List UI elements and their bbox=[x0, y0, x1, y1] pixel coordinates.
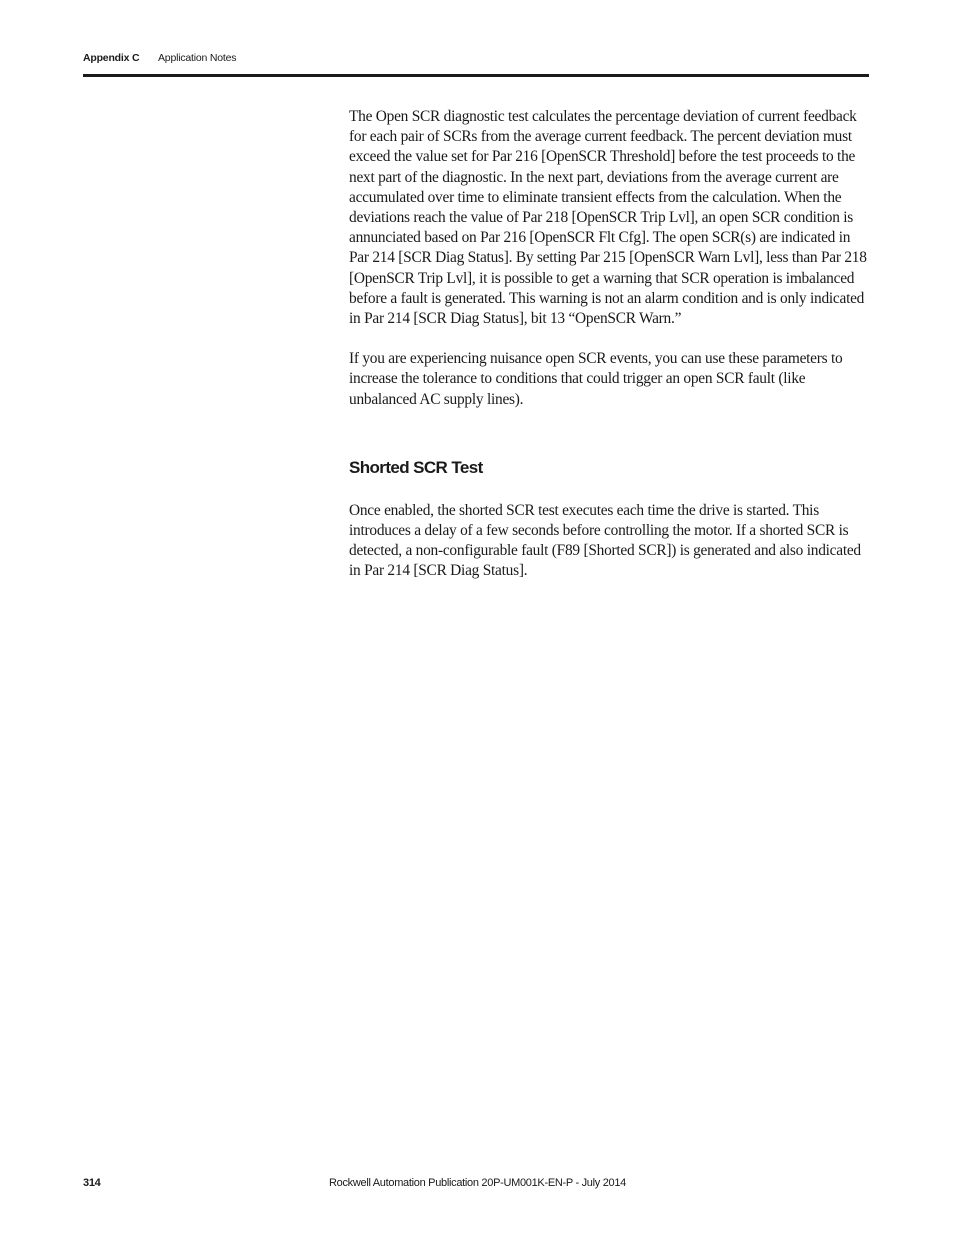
open-scr-paragraph: The Open SCR diagnostic test calculates the percentage deviation of current feedback for each pair of SCRs from the average current feedback. The percent deviation must exceed the value set for Par 216 [OpenSCR Threshold] before the test proceeds to the next part of the diagnostic. In the next part, deviations from the average current are accumulated over time to eliminate transient effects from the calculation. When the deviations reach the value of Par 218 [OpenSCR Trip Lvl], an open SCR condition is annunciated based on Par 216 [OpenSCR Flt Cfg]. The open SCR(s) are indicated in Par 214 [SCR Diag Status]. By setting Par 215 [OpenSCR Warn Lvl], less than Par 218 [OpenSCR Trip Lvl], it is possible to get a warning that SCR operation is imbalanced before a fault is generated. This warning is not an alarm condition and is only indicated in Par 214 [SCR Diag Status], bit 13 “OpenSCR Warn.” bbox=[349, 108, 867, 328]
header-title: Application Notes bbox=[158, 52, 237, 64]
nuisance-paragraph: If you are experiencing nuisance open SCR events, you can use these parameters to increase the tolerance to conditions that could trigger an open SCR fault (like unbalanced AC supply lines). bbox=[349, 350, 843, 408]
running-header bbox=[83, 52, 236, 64]
header-rule bbox=[83, 74, 869, 77]
shorted-scr-paragraph: Once enabled, the shorted SCR test executes each time the drive is started. This introduces a delay of a few seconds before controlling the motor. If a shorted SCR is detected, a non-configurable fault (F89 [Shorted SCR]) is generated and also indicated in Par 214 [SCR Diag Status]. bbox=[349, 501, 861, 580]
page-number: 314 bbox=[83, 1177, 101, 1189]
publication-info: Rockwell Automation Publication 20P-UM001K-EN-P - July 2014 bbox=[329, 1177, 626, 1189]
header-section: Appendix C bbox=[83, 52, 140, 64]
section-heading: Shorted SCR Test bbox=[349, 457, 483, 477]
main-content bbox=[349, 107, 871, 582]
